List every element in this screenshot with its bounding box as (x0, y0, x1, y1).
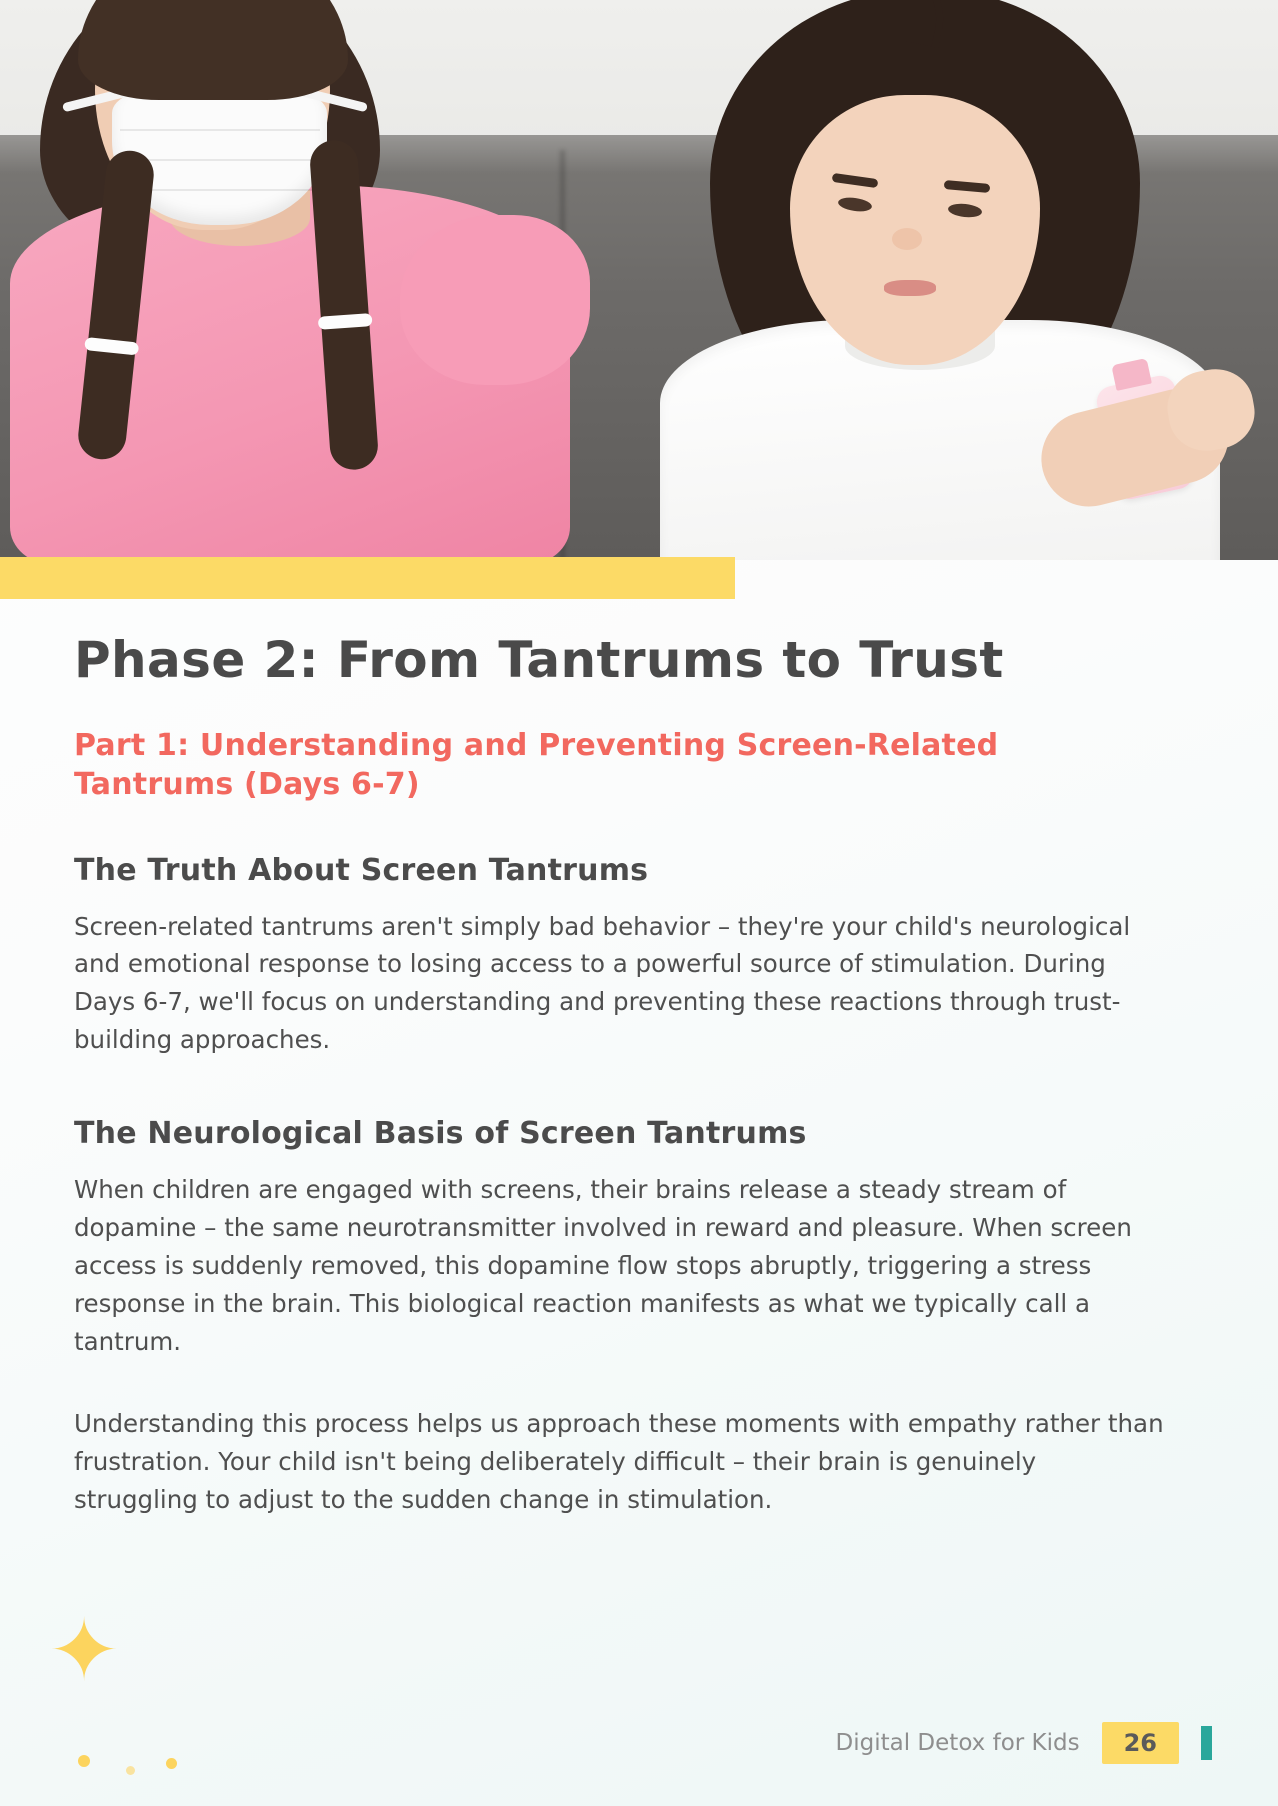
toddler-mouth (884, 280, 936, 296)
older-girl-hair-top (78, 0, 348, 100)
decorative-dot (78, 1755, 90, 1767)
hair-band (84, 337, 139, 356)
decorative-dot (126, 1766, 135, 1775)
page-footer (836, 1722, 1212, 1764)
section-heading-neurological: The Neurological Basis of Screen Tantrums (74, 1116, 807, 1152)
sparkle-icon: ✦ (48, 1601, 121, 1701)
page-subtitle: Part 1: Understanding and Preventing Screen-Related Tantrums (Days 6-7) (74, 728, 999, 802)
toddler-nose (892, 228, 922, 250)
hero-photo (0, 0, 1278, 560)
section-paragraph: When children are engaged with screens, their brains release a steady stream of dopamine – the same neurotransmitter involved in reward and pleasure. When screen access is suddenly removed, this dopamine flow stops abruptly, triggering a stress response in the brain. This biological reaction manifests as what we typically call a tantrum. (74, 1174, 1132, 1356)
footer-tick-mark (1201, 1726, 1212, 1760)
decorative-dot (166, 1758, 177, 1769)
yellow-accent-bar (0, 557, 735, 599)
section-paragraph: Screen-related tantrums aren't simply bad behavior – they're your child's neurological and emotional response to losing access to a powerful source of stimulation. During Days 6-7, we'll focus on understanding and preventing these reactions through trust-building approaches. (74, 911, 1131, 1055)
footer-book-title: Digital Detox for Kids (835, 1730, 1080, 1756)
hero-fade (0, 520, 1278, 560)
section-heading-truth: The Truth About Screen Tantrums (74, 853, 649, 888)
mask-pleat (120, 129, 320, 131)
page-content (74, 632, 1194, 1519)
page-number: 26 (1102, 1722, 1179, 1764)
section-paragraph: Understanding this process helps us approach these moments with empathy rather than frustration. Your child isn't being deliberately difficult – their brain is genuinely struggling to adjust to the sudden change in stimulation. (74, 1408, 1164, 1514)
hair-band (318, 313, 373, 330)
older-girl-sleeve (400, 215, 590, 385)
page-title: Phase 2: From Tantrums to Trust (74, 631, 1004, 689)
mask-pleat (120, 159, 320, 161)
